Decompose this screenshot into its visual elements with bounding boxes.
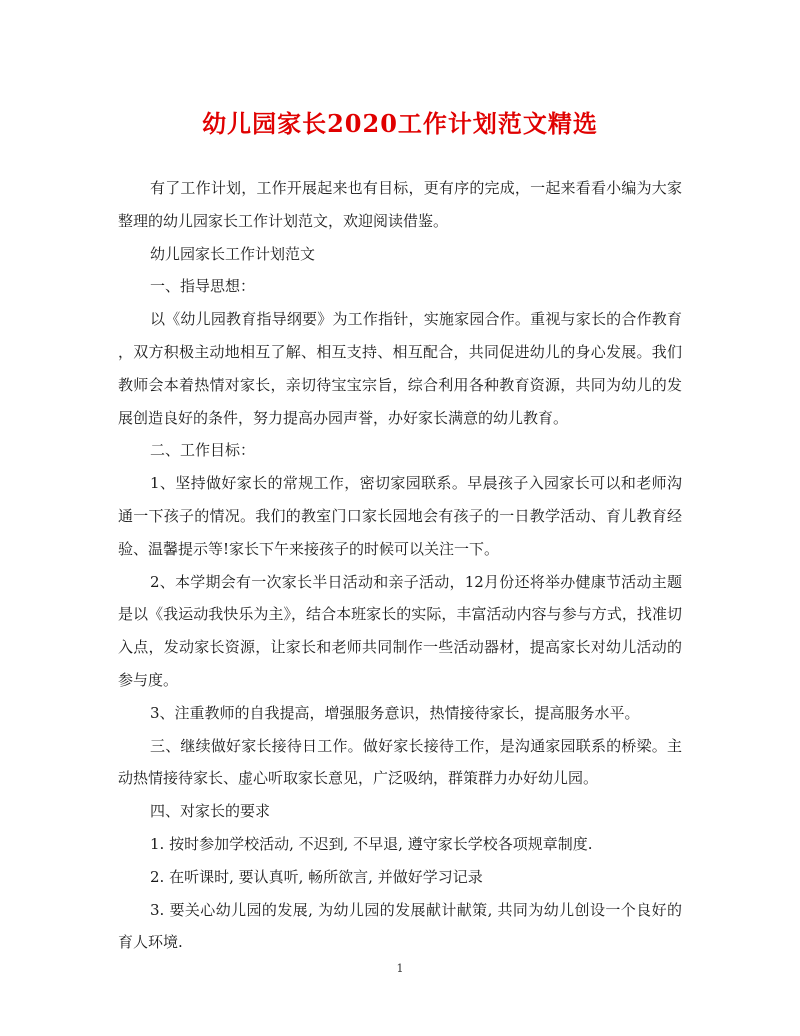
intro-paragraph: 有了工作计划，工作开展起来也有目标，更有序的完成，一起来看看小编为大家整理的幼儿园家长工作计划范文，欢迎阅读借鉴。 (118, 179, 682, 230)
goal-paragraph-3: 3、注重教师的自我提高，增强服务意识，热情接待家长，提高服务水平。 (150, 703, 640, 722)
goal-paragraph-1: 1、坚持做好家长的常规工作，密切家园联系。早晨孩子入园家长可以和老师沟通一下孩子的情况。我们的教室门口家长园地会有孩子的一日教学活动、育儿教育经验、温馨提示等!家长下午来接孩子的时候可以关注一下。 (118, 474, 682, 558)
section-heading-4: 四、对家长的要求 (150, 802, 271, 821)
subtitle-paragraph: 幼儿园家长工作计划范文 (150, 244, 316, 263)
section-paragraph-3: 三、继续做好家长接待日工作。做好家长接待工作，是沟通家园联系的桥梁。主动热情接待家长、虚心听取家长意见，广泛吸纳，群策群力办好幼儿园。 (118, 736, 682, 788)
section-heading-2: 二、工作目标： (150, 441, 256, 460)
requirement-item-1: 1. 按时参加学校活动, 不迟到, 不早退, 遵守家长学校各项规章制度. (150, 834, 593, 853)
document-title: 幼儿园家长2020工作计划范文精选 (202, 109, 598, 138)
goal-paragraph-2: 2、本学期会有一次家长半日活动和亲子活动，12月份还将举办健康节活动主题是以《我运动我快乐为主》，结合本班家长的实际，丰富活动内容与参与方式，找准切入点，发动家长资源，让家长和老师共同制作一些活动器材，提高家长对幼儿活动的参与度。 (118, 572, 682, 689)
guiding-principle-paragraph: 以《幼儿园教育指导纲要》为工作指针，实施家园合作。重视与家长的合作教育，双方积极主动地相互了解、相互支持、相互配合，共同促进幼儿的身心发展。我们教师会本着热情对家长，亲切待宝宝宗旨，综合利用各种教育资源，共同为幼儿的发展创造良好的条件，努力提高办园声誉，办好家长满意的幼儿教育。 (118, 310, 682, 427)
requirement-item-2: 2. 在听课时, 要认真听, 畅所欲言, 并做好学习记录 (150, 867, 483, 886)
section-heading-1: 一、指导思想： (150, 277, 256, 296)
document-body (118, 172, 682, 959)
requirement-item-3: 3. 要关心幼儿园的发展, 为幼儿园的发展献计献策, 共同为幼儿创设一个良好的育人环境. (118, 900, 682, 952)
page-number: 1 (396, 962, 404, 975)
